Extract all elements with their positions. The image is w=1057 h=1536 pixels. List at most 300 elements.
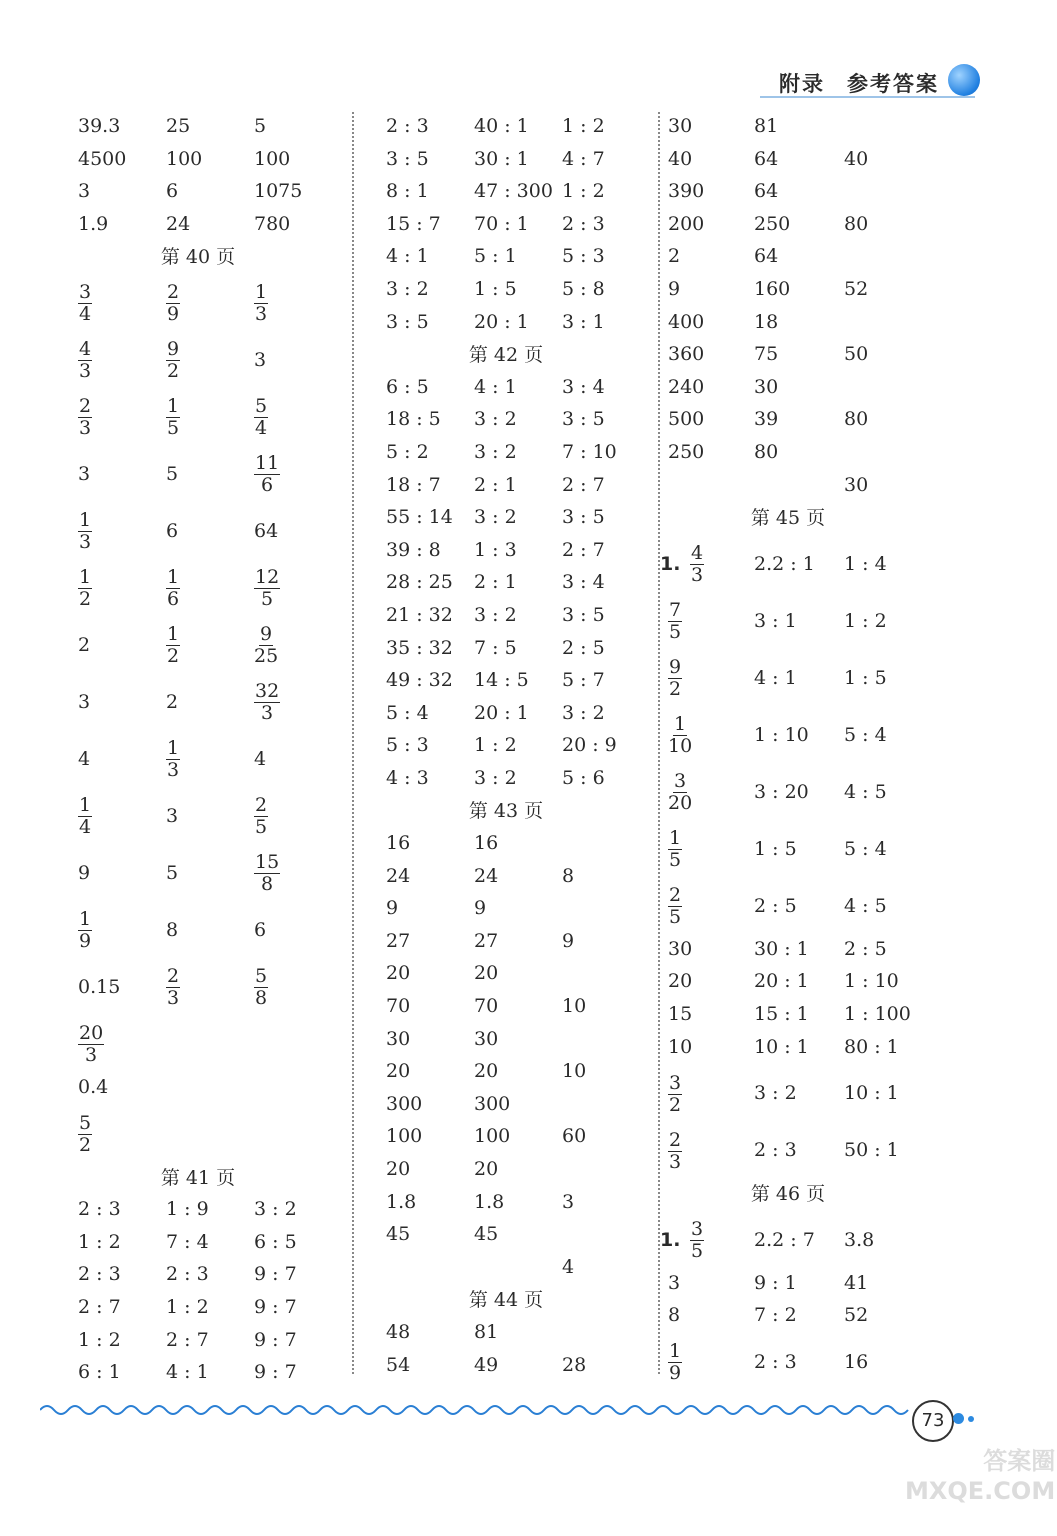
answer-cell: 7 : 4 <box>166 1230 209 1253</box>
fraction <box>166 966 180 1009</box>
fraction <box>166 567 180 610</box>
fraction-answer <box>78 503 92 560</box>
denominator: 2 <box>669 678 682 701</box>
section-title: 第 40 页 <box>160 246 236 269</box>
answer-cell: 28 : 25 <box>386 571 453 594</box>
answer-cell: 9 : 7 <box>254 1328 297 1351</box>
answer-cell: 49 <box>474 1353 499 1376</box>
fraction <box>668 657 682 700</box>
fraction-answer <box>78 1106 92 1163</box>
answer-cell: 47 : 300 <box>474 180 553 203</box>
answer-cell: 30 <box>754 375 779 398</box>
fraction <box>78 1113 92 1156</box>
fraction <box>166 339 180 382</box>
answer-cell: 30 : 1 <box>754 937 809 960</box>
denominator: 5 <box>669 906 682 929</box>
answer-cell: 4 : 7 <box>562 147 605 170</box>
answer-cell: 39 : 8 <box>386 538 441 561</box>
answer-cell: 3 <box>78 180 91 203</box>
answer-row <box>668 1033 928 1066</box>
answer-cell: 1 : 2 <box>78 1328 121 1351</box>
fraction <box>78 795 92 838</box>
answer-cell: 41 <box>844 1271 869 1294</box>
denominator: 2 <box>167 645 180 668</box>
answer-row <box>386 862 646 895</box>
answer-cell: 2 : 3 <box>386 115 429 137</box>
answer-row <box>78 1016 338 1073</box>
denominator: 2 <box>167 360 180 383</box>
answer-cell: 2 <box>78 633 91 656</box>
answer-row <box>386 275 646 308</box>
answer-cell: 16 <box>386 832 411 855</box>
answer-cell: 2 : 7 <box>166 1328 209 1351</box>
answer-cell: 80 <box>844 212 869 235</box>
fraction-answer <box>166 959 180 1016</box>
answer-cell: 20 : 1 <box>474 310 529 333</box>
answer-cell: 20 <box>474 1158 499 1180</box>
fraction <box>78 1023 104 1066</box>
answer-cell: 250 <box>754 212 791 235</box>
fraction <box>254 624 278 667</box>
answer-cell: 64 <box>254 519 279 542</box>
numerator: 1 <box>669 827 682 850</box>
answer-row <box>78 112 338 145</box>
answer-column-2 <box>386 112 646 1383</box>
answer-cell: 6 : 5 <box>254 1230 297 1253</box>
answer-cell: 1 : 5 <box>844 666 887 689</box>
denominator: 5 <box>691 1240 704 1263</box>
answer-cell: 4 <box>254 747 267 770</box>
answer-cell: 70 <box>386 995 411 1018</box>
answer-cell: 1 : 2 <box>844 609 887 632</box>
answer-cell: 9 <box>78 861 91 884</box>
watermark-url: MXQE.COM <box>905 1477 1056 1505</box>
denominator: 5 <box>167 417 180 440</box>
answer-cell: 21 : 32 <box>386 603 453 626</box>
fraction <box>254 795 268 838</box>
fraction <box>166 282 180 325</box>
answer-cell: 1 : 10 <box>844 970 899 993</box>
answer-cell: 1 : 2 <box>474 734 517 757</box>
answer-row <box>78 503 338 560</box>
answer-cell: 35 : 32 <box>386 636 453 659</box>
answer-cell: 81 <box>474 1320 499 1343</box>
answer-cell: 24 <box>474 864 499 887</box>
answer-cell: 30 : 1 <box>474 147 529 170</box>
answer-cell: 5 : 4 <box>386 701 429 724</box>
answer-cell: 9 <box>562 929 575 952</box>
answer-row <box>78 1228 338 1261</box>
fraction <box>668 1130 682 1173</box>
answer-cell: 9 : 7 <box>254 1263 297 1286</box>
answer-row <box>386 405 646 438</box>
answer-cell: 10 <box>562 995 587 1018</box>
answer-cell: 2 : 3 <box>78 1198 121 1221</box>
numerator: 3 <box>674 770 687 793</box>
answer-cell: 3 : 2 <box>474 766 517 789</box>
numerator: 20 <box>79 1022 104 1045</box>
answer-cell: 24 <box>166 212 191 235</box>
answer-row <box>386 438 646 471</box>
fraction-answer <box>166 275 180 332</box>
answer-cell: 100 <box>166 147 203 170</box>
answer-cell: 39 <box>754 408 779 431</box>
watermark-logo <box>905 1446 1055 1506</box>
answer-row <box>668 1334 928 1391</box>
numerator: 1 <box>167 566 180 589</box>
answer-cell: 2 : 7 <box>562 473 605 496</box>
answer-cell: 3 : 20 <box>754 780 809 803</box>
answer-cell: 2 <box>166 690 179 713</box>
answer-cell: 4 : 1 <box>754 666 797 689</box>
answer-row <box>386 471 646 504</box>
fraction <box>78 567 92 610</box>
fraction <box>166 738 180 781</box>
answer-cell: 80 : 1 <box>844 1035 899 1058</box>
denominator: 9 <box>669 1362 682 1385</box>
numerator: 1 <box>669 1340 682 1363</box>
answer-cell: 9 <box>668 277 681 300</box>
answer-cell: 1075 <box>254 180 303 203</box>
answer-row <box>668 593 928 650</box>
header-appendix: 附录 <box>779 71 825 96</box>
answer-row <box>386 1025 646 1058</box>
answer-cell: 40 <box>668 147 693 170</box>
answer-cell: 50 : 1 <box>844 1139 899 1162</box>
denominator: 9 <box>167 303 180 326</box>
numerator: 11 <box>255 452 280 475</box>
page-number: 73 <box>912 1400 954 1442</box>
answer-cell: 6 <box>166 519 179 542</box>
answer-row <box>668 707 928 764</box>
denominator: 4 <box>255 417 268 440</box>
answer-cell: 2.2 : 7 <box>754 1228 815 1251</box>
fraction-answer <box>78 788 92 845</box>
numerator: 1 <box>167 737 180 760</box>
answer-row <box>386 666 646 699</box>
question-number: 1. <box>660 552 681 575</box>
answer-cell: 20 <box>386 962 411 985</box>
answer-cell: 1 : 9 <box>166 1198 209 1221</box>
answer-cell: 3 : 2 <box>474 603 517 626</box>
answer-cell: 1 : 100 <box>844 1002 911 1025</box>
answer-cell: 50 <box>844 343 869 366</box>
answer-cell: 81 <box>754 115 779 137</box>
numerator: 2 <box>167 281 180 304</box>
answer-row <box>386 959 646 992</box>
section-title: 第 42 页 <box>468 344 544 367</box>
answer-cell: 2 : 5 <box>562 636 605 659</box>
answer-cell: 24 <box>386 864 411 887</box>
answer-row <box>668 210 928 243</box>
answer-row <box>668 145 928 178</box>
page-dot-decoration <box>968 1416 974 1422</box>
numerator: 7 <box>669 599 682 622</box>
denominator: 10 <box>668 735 693 758</box>
answer-row <box>668 1122 928 1179</box>
answer-cell: 8 <box>668 1304 681 1327</box>
denominator: 3 <box>261 702 274 725</box>
answer-row <box>386 242 646 275</box>
numerator: 1 <box>79 566 92 589</box>
denominator: 6 <box>167 588 180 611</box>
answer-row <box>386 992 646 1025</box>
answer-row <box>668 1269 928 1302</box>
answer-row <box>386 829 646 862</box>
answer-cell: 360 <box>668 343 705 366</box>
fraction <box>254 396 268 439</box>
numerator: 1 <box>255 281 268 304</box>
answer-row <box>78 275 338 332</box>
numerator: 9 <box>669 656 682 679</box>
denominator: 3 <box>79 360 92 383</box>
answer-column-3 <box>660 112 928 1391</box>
fraction <box>78 909 92 952</box>
answer-cell: 3 : 5 <box>386 147 429 170</box>
column-divider <box>658 112 660 1374</box>
answer-cell: 16 <box>474 832 499 855</box>
answer-row <box>78 674 338 731</box>
answer-cell: 10 : 1 <box>844 1082 899 1105</box>
answer-cell: 2 : 1 <box>474 473 517 496</box>
answer-cell: 18 : 7 <box>386 473 441 496</box>
fraction <box>166 624 180 667</box>
answer-row <box>386 764 646 797</box>
fraction-answer <box>254 446 280 503</box>
answer-cell: 240 <box>668 375 705 398</box>
numerator: 1 <box>167 395 180 418</box>
numerator: 9 <box>260 623 273 646</box>
answer-cell: 1 : 10 <box>754 723 809 746</box>
denominator: 4 <box>79 303 92 326</box>
fraction <box>254 681 280 724</box>
section-title: 第 46 页 <box>750 1183 826 1206</box>
fraction-answer <box>78 332 92 389</box>
answer-row <box>78 145 338 178</box>
fraction <box>690 543 704 586</box>
numerator: 5 <box>255 965 268 988</box>
answer-cell: 20 <box>386 1060 411 1083</box>
answer-row <box>78 560 338 617</box>
answer-row <box>668 1000 928 1033</box>
denominator: 2 <box>79 1134 92 1157</box>
answer-row <box>668 275 928 308</box>
fraction-answer <box>254 674 280 731</box>
answer-row <box>78 332 338 389</box>
answer-row <box>668 935 928 968</box>
answer-row <box>668 373 928 406</box>
fraction <box>690 1219 704 1262</box>
fraction-answer <box>166 332 180 389</box>
fraction <box>254 453 280 496</box>
answer-cell: 15 : 7 <box>386 212 441 235</box>
answer-cell: 60 <box>562 1125 587 1148</box>
answer-cell: 54 <box>386 1353 411 1376</box>
numerator: 2 <box>669 1128 682 1151</box>
answer-cell: 2 : 3 <box>78 1263 121 1286</box>
denominator: 5 <box>669 849 682 872</box>
fraction-answer <box>78 902 92 959</box>
fraction <box>78 396 92 439</box>
fraction-answer <box>254 788 268 845</box>
answer-row <box>668 340 928 373</box>
answer-row <box>660 536 928 593</box>
answer-cell: 4 <box>562 1255 575 1278</box>
fraction-answer <box>668 1334 682 1391</box>
fraction-answer <box>78 560 92 617</box>
numerator: 1 <box>167 623 180 646</box>
denominator: 3 <box>79 417 92 440</box>
answer-row <box>386 1188 646 1221</box>
answer-row <box>386 1122 646 1155</box>
answer-cell: 2 : 5 <box>754 894 797 917</box>
header-answers: 参考答案 <box>847 71 939 96</box>
answer-cell: 3 : 2 <box>254 1198 297 1221</box>
answer-cell: 300 <box>386 1092 423 1115</box>
answer-row <box>78 446 338 503</box>
answer-row <box>386 601 646 634</box>
numerator: 2 <box>669 884 682 907</box>
answer-cell: 4 : 5 <box>844 780 887 803</box>
fraction-answer <box>166 389 180 446</box>
answer-cell: 9 : 7 <box>254 1361 297 1384</box>
answer-row <box>668 878 928 935</box>
answer-row <box>78 1326 338 1359</box>
denominator: 3 <box>691 564 704 587</box>
answer-cell: 0.4 <box>78 1075 109 1098</box>
answer-cell: 15 <box>668 1002 693 1025</box>
answer-row <box>386 927 646 960</box>
numerator: 1 <box>674 713 687 736</box>
fraction <box>78 510 92 553</box>
answer-cell: 64 <box>754 147 779 170</box>
answer-cell: 30 <box>386 1027 411 1050</box>
answer-cell: 3 <box>668 1271 681 1294</box>
answer-row <box>386 1090 646 1123</box>
answer-row <box>386 1155 646 1188</box>
answer-cell: 500 <box>668 408 705 431</box>
answer-row <box>386 1253 646 1286</box>
numerator: 32 <box>255 680 280 703</box>
answer-cell: 1 : 3 <box>474 538 517 561</box>
answer-cell: 3 <box>78 690 91 713</box>
answer-cell: 5 : 3 <box>562 245 605 268</box>
answer-cell: 3 : 5 <box>386 310 429 333</box>
fraction-answer <box>166 560 180 617</box>
fraction-answer <box>254 959 268 1016</box>
answer-row <box>668 438 928 471</box>
numerator: 5 <box>79 1112 92 1135</box>
numerator: 9 <box>167 338 180 361</box>
denominator: 4 <box>79 816 92 839</box>
answer-cell: 14 : 5 <box>474 669 529 692</box>
numerator: 2 <box>79 395 92 418</box>
column-divider <box>352 112 354 1374</box>
answer-cell: 2 <box>668 245 681 268</box>
answer-cell: 39.3 <box>78 115 121 137</box>
answer-cell: 1 : 2 <box>78 1230 121 1253</box>
answer-cell: 250 <box>668 440 705 463</box>
answer-row <box>386 308 646 341</box>
answer-cell: 3 : 2 <box>754 1082 797 1105</box>
fraction-answer <box>254 275 268 332</box>
answer-cell: 100 <box>386 1125 423 1148</box>
answer-cell: 10 <box>562 1060 587 1083</box>
fraction-answer <box>166 731 180 788</box>
answer-row <box>386 634 646 667</box>
answer-cell: 5 : 1 <box>474 245 517 268</box>
answer-cell: 80 <box>754 440 779 463</box>
answer-cell: 25 <box>166 115 191 137</box>
answer-cell: 2 : 7 <box>562 538 605 561</box>
answer-cell: 5 : 7 <box>562 669 605 692</box>
denominator: 2 <box>669 1093 682 1116</box>
denominator: 8 <box>261 873 274 896</box>
answer-cell: 15 : 1 <box>754 1002 809 1025</box>
answer-cell: 4 : 1 <box>386 245 429 268</box>
answer-cell: 20 <box>386 1158 411 1180</box>
answer-cell: 8 <box>166 918 179 941</box>
answer-row <box>78 389 338 446</box>
fraction-answer <box>78 1016 104 1073</box>
numerator: 1 <box>79 908 92 931</box>
answer-row <box>668 112 928 145</box>
answer-row <box>78 210 338 243</box>
answer-cell: 7 : 10 <box>562 440 617 463</box>
header-underline <box>760 96 975 98</box>
answer-row <box>78 1260 338 1293</box>
answer-cell: 9 <box>474 897 487 920</box>
answer-cell: 780 <box>254 212 291 235</box>
answer-cell: 100 <box>474 1125 511 1148</box>
answer-row <box>78 902 338 959</box>
answer-cell: 200 <box>668 212 705 235</box>
denominator: 8 <box>255 987 268 1010</box>
answer-cell: 3 : 2 <box>474 408 517 431</box>
numerator: 4 <box>691 542 704 565</box>
answer-cell: 5 : 8 <box>562 277 605 300</box>
fraction-answer <box>690 1212 704 1269</box>
answer-row <box>78 959 338 1016</box>
answer-cell: 3 : 2 <box>386 277 429 300</box>
question-number: 1. <box>660 1228 681 1251</box>
numerator: 2 <box>167 965 180 988</box>
answer-row <box>386 177 646 210</box>
fraction-answer <box>668 1122 682 1179</box>
fraction <box>254 567 280 610</box>
answer-cell: 10 <box>668 1035 693 1058</box>
answer-cell: 2 : 3 <box>754 1350 797 1373</box>
answer-row <box>386 1351 646 1384</box>
fraction <box>668 1073 682 1116</box>
fraction-answer <box>254 617 278 674</box>
fraction <box>668 828 682 871</box>
answer-cell: 4 : 1 <box>474 375 517 398</box>
answer-row <box>78 1293 338 1326</box>
answer-cell: 3 : 4 <box>562 375 605 398</box>
fraction-answer <box>668 707 692 764</box>
denominator: 3 <box>167 987 180 1010</box>
answer-cell: 1.9 <box>78 212 109 235</box>
answer-cell: 75 <box>754 343 779 366</box>
denominator: 5 <box>255 816 268 839</box>
answer-cell: 4 <box>78 747 91 770</box>
fraction <box>254 966 268 1009</box>
answer-cell: 3 : 5 <box>562 408 605 431</box>
answer-row <box>668 308 928 341</box>
numerator: 3 <box>669 1071 682 1094</box>
answer-cell: 16 <box>844 1350 869 1373</box>
